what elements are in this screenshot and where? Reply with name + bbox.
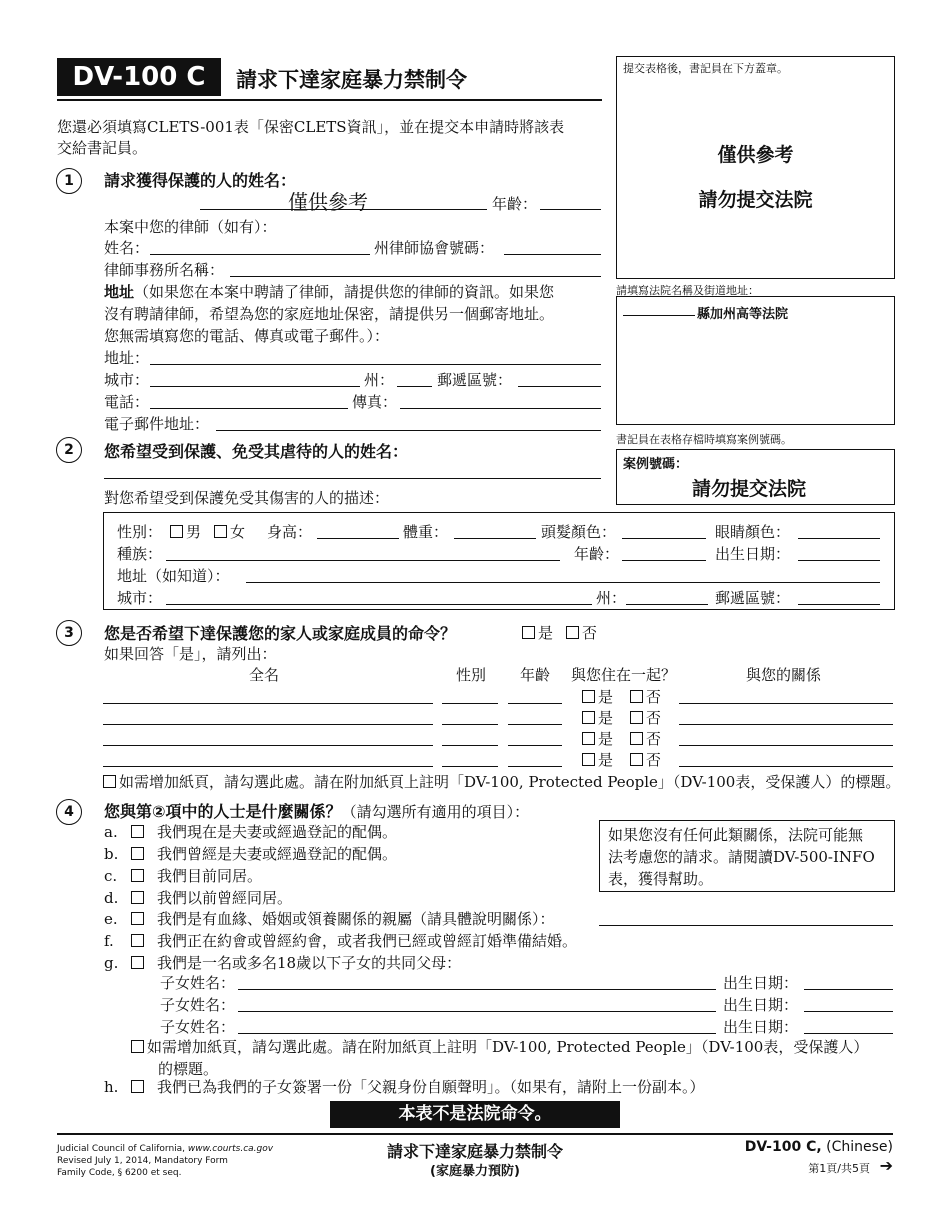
item-letter: a. <box>104 823 118 841</box>
checkbox-icon <box>131 847 144 860</box>
description-label: 對您希望受到保護免受其傷害的人的描述： <box>104 489 390 507</box>
court-address-box[interactable] <box>616 296 895 425</box>
item-letter: d. <box>104 889 119 907</box>
item-text: 我們以前曾經同居。 <box>157 889 293 907</box>
checkbox-icon <box>131 825 144 838</box>
item-letter: g. <box>104 954 119 972</box>
item-text: 我們正在約會或曾經約會，或者我們已經或曾經訂婚準備結婚。 <box>157 932 578 950</box>
zip-field[interactable] <box>518 372 601 387</box>
section-1-number: 1 <box>56 168 82 194</box>
next-page-arrow-icon[interactable]: ➔ <box>879 1156 893 1175</box>
email-field[interactable] <box>216 416 601 431</box>
form-title: 請求下達家庭暴力禁制令 <box>236 68 467 92</box>
firm-field[interactable] <box>230 262 601 277</box>
section-2-title: 您希望受到保護、免受其虐待的人的姓名： <box>104 442 409 461</box>
item-letter: h. <box>104 1078 119 1096</box>
relationship-item[interactable] <box>104 887 292 908</box>
checkbox-icon <box>630 732 643 745</box>
checkbox-icon <box>131 934 144 947</box>
checkbox-icon <box>131 956 144 969</box>
checkbox-icon <box>214 525 227 538</box>
phone-field[interactable] <box>150 394 348 409</box>
case-number-box[interactable] <box>616 449 895 505</box>
zip-label-2: 郵遞區號： <box>715 589 791 607</box>
section-3-title: 您是否希望下達保護您的家人或家庭成員的命令？ <box>104 624 457 643</box>
family-name-field[interactable] <box>103 752 433 767</box>
court-label: 請填寫法院名稱及街道地址： <box>616 284 759 297</box>
family-live-no-checkbox[interactable]: 否 <box>630 749 661 770</box>
relationship-item[interactable] <box>104 930 577 951</box>
family-age-field[interactable] <box>508 710 562 725</box>
hair-label: 頭髮顏色： <box>541 523 617 541</box>
lawyer-heading: 本案中您的律師（如有）： <box>104 218 277 236</box>
case-label: 案例號碼： <box>623 457 689 472</box>
city-label: 城市： <box>104 371 150 389</box>
relationship-item[interactable] <box>104 952 461 973</box>
child-name-field[interactable] <box>238 975 716 990</box>
section-1-title: 請求獲得保護的人的姓名： <box>104 171 297 190</box>
family-relation-field[interactable] <box>679 752 893 767</box>
child-name-field[interactable] <box>238 997 716 1012</box>
checkbox-icon <box>103 775 116 788</box>
age-field-2[interactable] <box>622 546 706 561</box>
family-live-no-checkbox[interactable]: 否 <box>630 728 661 749</box>
family-sex-field[interactable] <box>442 752 498 767</box>
checkbox-icon <box>630 690 643 703</box>
footer-title: 請求下達家庭暴力禁制令 <box>386 1142 563 1161</box>
sex-female-checkbox[interactable]: 女 <box>214 521 245 542</box>
family-sex-field[interactable] <box>442 731 498 746</box>
city-field[interactable] <box>150 372 360 387</box>
race-label: 種族： <box>117 545 163 563</box>
relationship-item[interactable] <box>104 821 397 842</box>
family-relation-field[interactable] <box>679 731 893 746</box>
state-label-2: 州： <box>596 589 627 607</box>
family-no-checkbox[interactable]: 否 <box>566 622 597 643</box>
not-court-order-banner: 本表不是法院命令。 <box>330 1101 620 1128</box>
family-live-yes-checkbox[interactable]: 是 <box>582 728 613 749</box>
footer-left: Judicial Council of California, www.courts.ca.gov Revised July 1, 2014, Mandatory Form Family Code, § 6200 et seq. <box>57 1144 274 1178</box>
item-text: 我們是有血緣、婚姻或領養關係的親屬（請具體說明關係）： <box>157 910 555 928</box>
eye-label: 眼睛顏色： <box>715 523 791 541</box>
height-label: 身高： <box>267 523 313 541</box>
child-name-label: 子女姓名： <box>160 974 236 992</box>
extra-pages-checkbox-3[interactable]: 如需增加紙頁，請勾選此處。請在附加紙頁上註明「DV-100, Protected People」（DV-100表，受保護人）的標題。 <box>103 771 900 792</box>
family-age-field[interactable] <box>508 731 562 746</box>
item-text: 我們目前同居。 <box>157 867 263 885</box>
checkbox-icon <box>131 1080 144 1093</box>
weight-field[interactable] <box>454 524 536 539</box>
checkbox-icon <box>522 626 535 639</box>
family-yes-checkbox[interactable]: 是 <box>522 622 553 643</box>
col-sex-header: 性別 <box>456 666 487 684</box>
family-live-yes-checkbox[interactable]: 是 <box>582 749 613 770</box>
stamp-text-1: 僅供參考 <box>717 144 794 166</box>
header-rule <box>57 99 602 101</box>
height-field[interactable] <box>317 524 399 539</box>
checkbox-icon <box>566 626 579 639</box>
hair-field[interactable] <box>622 524 706 539</box>
child-name-field[interactable] <box>238 1019 716 1034</box>
lawyer-name-label: 姓名： <box>104 239 150 257</box>
section-4-number: 4 <box>56 799 82 825</box>
phone-label: 電話： <box>104 393 150 411</box>
age-field[interactable] <box>540 195 601 210</box>
item-letter: c. <box>104 867 118 885</box>
child-dob-label: 出生日期： <box>723 974 799 992</box>
family-age-field[interactable] <box>508 752 562 767</box>
lawyer-name-field[interactable] <box>150 240 370 255</box>
address-known-label: 地址（如知道）： <box>117 567 230 585</box>
restrained-name-field[interactable] <box>104 464 601 479</box>
family-live-yes-checkbox[interactable]: 是 <box>582 707 613 728</box>
case-note: 書記員在表格存檔時填寫案例號碼。 <box>616 433 792 446</box>
state-label: 州： <box>364 371 395 389</box>
dob-label: 出生日期： <box>715 545 791 563</box>
checkbox-icon <box>582 711 595 724</box>
bar-number-field[interactable] <box>504 240 601 255</box>
child-name-label: 子女姓名： <box>160 1018 236 1036</box>
col-live-header: 與您住在一起？ <box>571 666 677 684</box>
item-letter: f. <box>104 932 114 950</box>
race-field[interactable] <box>166 546 560 561</box>
checkbox-icon <box>131 1040 144 1053</box>
zip-field-2[interactable] <box>798 590 880 605</box>
checkbox-icon <box>582 753 595 766</box>
age-label-2: 年齡： <box>574 545 620 563</box>
family-relation-field[interactable] <box>679 710 893 725</box>
address-instructions: 地址（如果您在本案中聘請了律師，請提供您的律師的資訊。如果您 沒有聘請律師，希望為您的家庭地址保密，請提供另一個郵寄地址。 您無需填寫您的電話、傳真或電子郵件。）： <box>104 283 555 345</box>
clets-note: 您還必須填寫CLETS-001表「保密CLETS資訊」，並在提交本申請時將該表 交給書記員。 <box>57 118 565 157</box>
relationship-item[interactable] <box>104 908 555 929</box>
family-sex-field[interactable] <box>442 689 498 704</box>
dob-field[interactable] <box>798 546 880 561</box>
footer-subtitle: (家庭暴力預防) <box>430 1164 520 1179</box>
family-name-field[interactable] <box>103 710 433 725</box>
checkbox-icon <box>630 753 643 766</box>
fax-field[interactable] <box>400 394 601 409</box>
sex-male-checkbox[interactable]: 男 <box>170 521 201 542</box>
address-label: 地址： <box>104 349 150 367</box>
fax-label: 傳真： <box>352 393 398 411</box>
extra-pages-checkbox-4[interactable]: 如需增加紙頁，請勾選此處。請在附加紙頁上註明「DV-100, Protected People」（DV-100表，受保護人） 的標題。 <box>131 1036 868 1080</box>
item-text: 我們曾經是夫妻或經過登記的配偶。 <box>157 845 398 863</box>
checkbox-icon <box>630 711 643 724</box>
city-field-2[interactable] <box>166 590 592 605</box>
item-letter: b. <box>104 845 119 863</box>
county-blank <box>623 301 695 316</box>
family-live-yes-checkbox[interactable]: 是 <box>582 686 613 707</box>
item-text: 我們已為我們的子女簽署一份「父親身份自願聲明」。（如果有，請附上一份副本。） <box>157 1078 705 1096</box>
checkbox-icon <box>131 869 144 882</box>
item-letter: e. <box>104 910 118 928</box>
checkbox-icon <box>170 525 183 538</box>
bar-number-label: 州律師協會號碼： <box>374 239 495 257</box>
weight-label: 體重： <box>403 523 449 541</box>
page-number: 第1頁/共5頁 <box>808 1162 870 1175</box>
relationship-item[interactable] <box>104 843 397 864</box>
checkbox-icon <box>131 912 144 925</box>
protected-name-value: 僅供參考 <box>288 190 368 214</box>
relation-specify-field[interactable] <box>599 911 893 926</box>
child-dob-field[interactable] <box>804 1019 893 1034</box>
clerk-note: 提交表格後，書記員在下方蓋章。 <box>623 62 788 75</box>
family-relation-field[interactable] <box>679 689 893 704</box>
family-live-no-checkbox[interactable]: 否 <box>630 686 661 707</box>
child-dob-label: 出生日期： <box>723 1018 799 1036</box>
item-text: 我們是一名或多名18歲以下子女的共同父母： <box>157 954 462 972</box>
item-text: 我們現在是夫妻或經過登記的配偶。 <box>157 823 398 841</box>
address-known-field[interactable] <box>246 568 880 583</box>
footer-rule <box>57 1133 893 1135</box>
footer-form-id: DV-100 C, (Chinese) <box>744 1139 893 1155</box>
checkbox-icon <box>131 891 144 904</box>
family-age-field[interactable] <box>508 689 562 704</box>
checkbox-icon <box>582 732 595 745</box>
col-relation-header: 與您的關係 <box>746 666 822 684</box>
court-name: 縣加州高等法院 <box>697 307 789 322</box>
section-2-number: 2 <box>56 437 82 463</box>
child-dob-label: 出生日期： <box>723 996 799 1014</box>
child-name-label: 子女姓名： <box>160 996 236 1014</box>
if-yes-label: 如果回答「是」，請列出： <box>104 645 277 663</box>
section-4-title: 您與第②項中的人士是什麼關係？（請勾選所有適用的項目）： <box>104 802 530 821</box>
relationship-item[interactable] <box>104 865 262 886</box>
family-sex-field[interactable] <box>442 710 498 725</box>
email-label: 電子郵件地址： <box>104 415 210 433</box>
sex-label: 性別： <box>117 523 163 541</box>
family-live-no-checkbox[interactable]: 否 <box>630 707 661 728</box>
city-label-2: 城市： <box>117 589 163 607</box>
family-name-field[interactable] <box>103 689 433 704</box>
child-dob-field[interactable] <box>804 975 893 990</box>
zip-label: 郵遞區號： <box>437 371 513 389</box>
section-3-number: 3 <box>56 620 82 646</box>
family-name-field[interactable] <box>103 731 433 746</box>
form-id-badge: DV-100 C <box>57 58 221 96</box>
state-field-2[interactable] <box>626 590 708 605</box>
clerk-stamp-box <box>616 56 895 279</box>
relationship-callout: 如果您沒有任何此類關係，法院可能無 法考慮您的請求。請閱讀DV-500-INFO 表，獲得幫助。 <box>599 820 895 892</box>
age-label: 年齡： <box>492 195 538 213</box>
checkbox-icon <box>582 690 595 703</box>
firm-label: 律師事務所名稱： <box>104 261 225 279</box>
col-age-header: 年齡 <box>520 666 551 684</box>
col-name-header: 全名 <box>249 666 280 684</box>
stamp-text-2: 請勿提交法院 <box>698 189 813 211</box>
child-dob-field[interactable] <box>804 997 893 1012</box>
eye-field[interactable] <box>798 524 880 539</box>
state-field[interactable] <box>397 372 432 387</box>
case-value: 請勿提交法院 <box>692 478 807 500</box>
description-box <box>103 512 895 610</box>
address-field[interactable] <box>150 350 601 365</box>
